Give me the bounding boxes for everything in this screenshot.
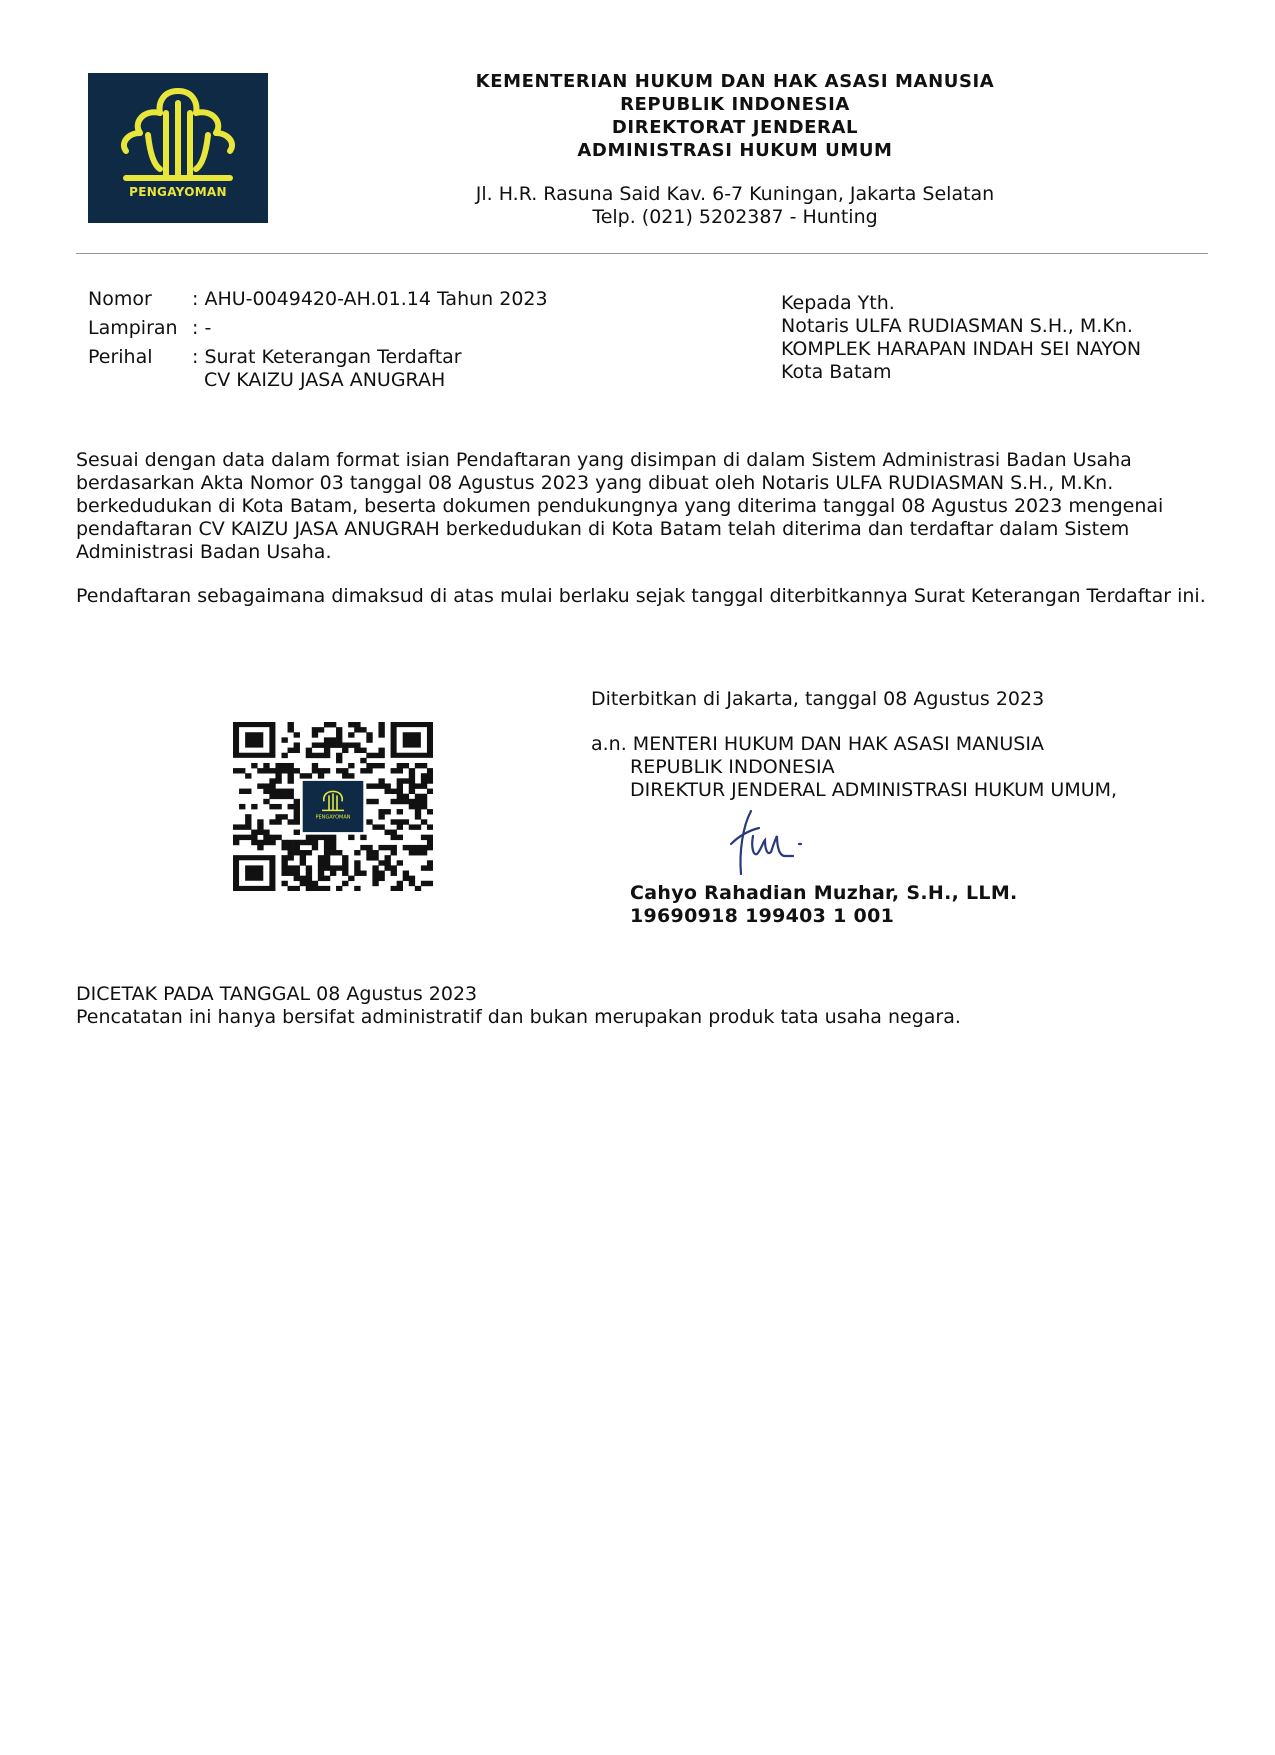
phone-line: Telp. (021) 5202387 - Hunting: [592, 206, 878, 228]
recipient-block: [781, 292, 1221, 384]
recipient-line-3: KOMPLEK HARAPAN INDAH SEI NAYON: [781, 338, 1142, 360]
pengayoman-logo: [88, 73, 268, 223]
recipient-line-2: Notaris ULFA RUDIASMAN S.H., M.Kn.: [781, 315, 1133, 337]
address-line: Jl. H.R. Rasuna Said Kav. 6-7 Kuningan, Jakarta Selatan: [475, 183, 995, 205]
footer: [76, 983, 1211, 1029]
signature-block: [591, 688, 1211, 927]
signer-name: Cahyo Rahadian Muzhar, S.H., LLM.: [630, 882, 1018, 904]
perihal-label: Perihal: [88, 346, 153, 368]
lampiran-label: Lampiran: [88, 317, 178, 339]
nomor-value: : AHU-0049420-AH.01.14 Tahun 2023: [192, 288, 548, 310]
title-line-1: KEMENTERIAN HUKUM DAN HAK ASASI MANUSIA: [475, 71, 995, 92]
meta-lampiran: [88, 314, 628, 343]
body-paragraph-2: Pendaftaran sebagaimana dimaksud di atas mulai berlaku sejak tanggal diterbitkannya Surat Keterangan Terdaftar ini.: [76, 585, 1206, 607]
ministry-title: [440, 70, 1030, 162]
nomor-label: Nomor: [88, 288, 152, 310]
lampiran-value: : -: [192, 317, 212, 339]
an-line-2: REPUBLIK INDONESIA: [630, 756, 835, 778]
title-line-2: REPUBLIK INDONESIA: [620, 94, 850, 115]
header-divider: [76, 253, 1208, 254]
title-line-3: DIREKTORAT JENDERAL: [611, 117, 859, 138]
title-line-4: ADMINISTRASI HUKUM UMUM: [577, 140, 893, 161]
letter-meta: [88, 285, 628, 395]
banyan-tree-icon: [88, 73, 268, 223]
an-line-3: DIREKTUR JENDERAL ADMINISTRASI HUKUM UMUM,: [630, 779, 1118, 801]
body-paragraph-1: Sesuai dengan data dalam format isian Pendaftaran yang disimpan di dalam Sistem Administrasi Badan Usaha berdasarkan Akta Nomor 03 tanggal 08 Agustus 2023 yang dibuat oleh Notaris ULFA RUDIASMAN S.H., M.Kn. berkedudukan di Kota Batam, beserta dokumen pendukungnya yang diterima tanggal 08 Agustus 2023 mengenai pendaftaran CV KAIZU JASA ANUGRAH berkedudukan di Kota Batam telah diterima dan terdaftar dalam Sistem Administrasi Badan Usaha.: [76, 449, 1164, 563]
printed-date: DICETAK PADA TANGGAL 08 Agustus 2023: [76, 983, 478, 1005]
meta-nomor: [88, 285, 628, 314]
perihal-value: : Surat Keterangan Terdaftar: [192, 346, 462, 368]
signer: [630, 882, 1018, 928]
recipient-line-1: Kepada Yth.: [781, 292, 895, 314]
signature-icon: [721, 806, 821, 876]
issued-line: Diterbitkan di Jakarta, tanggal 08 Agustus 2023: [591, 688, 1045, 710]
signer-nip: 19690918 199403 1 001: [630, 905, 895, 927]
ministry-address: [440, 183, 1030, 229]
recipient-line-4: Kota Batam: [781, 361, 892, 383]
qr-logo-label: PENGAYOMAN: [315, 814, 351, 821]
logo-label: PENGAYOMAN: [129, 185, 227, 199]
perihal-company: CV KAIZU JASA ANUGRAH: [204, 369, 446, 391]
an-line: a.n. MENTERI HUKUM DAN HAK ASASI MANUSIA: [591, 733, 1044, 755]
qr-code-icon: [233, 722, 433, 891]
footer-note: Pencatatan ini hanya bersifat administratif dan bukan merupakan produk tata usaha negara.: [76, 1006, 961, 1028]
qr-code: [233, 722, 433, 891]
